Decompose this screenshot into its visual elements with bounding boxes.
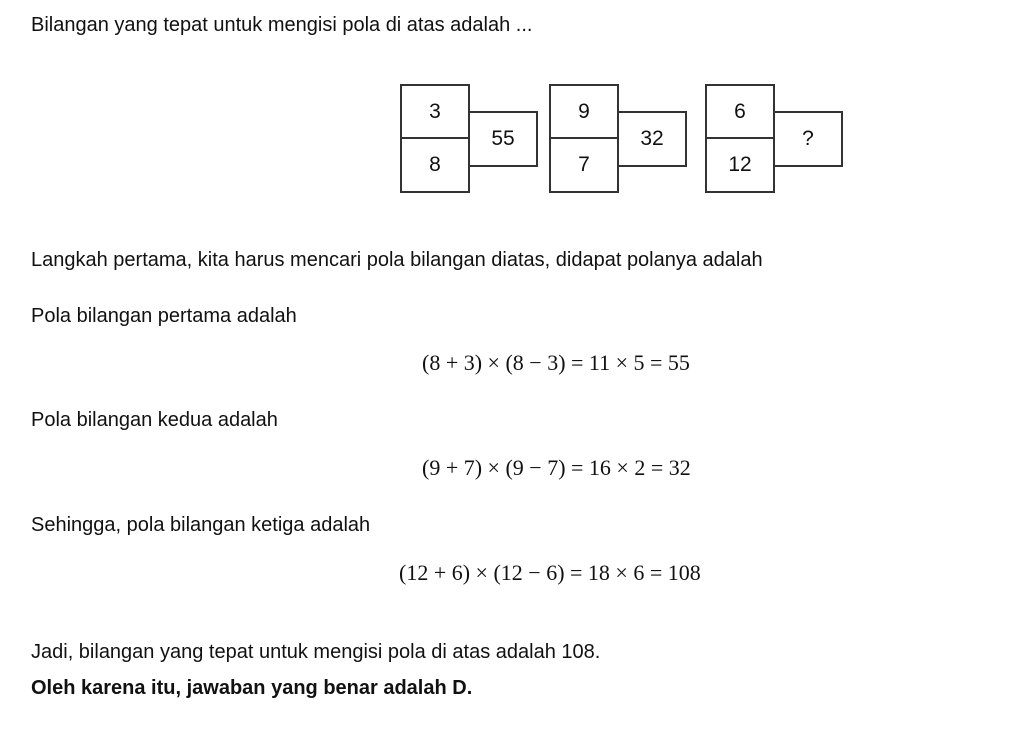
group2-result: 32 [619,111,687,167]
pattern2-label: Pola bilangan kedua adalah [31,409,278,431]
group2-top: 9 [549,84,619,140]
conclusion-text: Jadi, bilangan yang tepat untuk mengisi pola di atas adalah 108. [31,641,601,663]
group3-bottom: 12 [705,137,775,193]
group3-top: 6 [705,84,775,140]
pattern1-label: Pola bilangan pertama adalah [31,305,297,327]
pattern3-equation: (12 + 6) × (12 − 6) = 18 × 6 = 108 [399,560,701,585]
step1-text: Langkah pertama, kita harus mencari pola bilangan diatas, didapat polanya adalah [31,249,763,271]
group1-bottom: 8 [400,137,470,193]
group1-top: 3 [400,84,470,140]
pattern1-equation: (8 + 3) × (8 − 3) = 11 × 5 = 55 [422,350,690,375]
pattern2-equation: (9 + 7) × (9 − 7) = 16 × 2 = 32 [422,455,691,480]
group1-result: 55 [470,111,538,167]
group2-bottom: 7 [549,137,619,193]
question-text: Bilangan yang tepat untuk mengisi pola di atas adalah ... [31,14,533,36]
pattern3-label: Sehingga, pola bilangan ketiga adalah [31,514,371,536]
group3-result: ? [775,111,843,167]
answer-text: Oleh karena itu, jawaban yang benar adalah D. [31,677,473,699]
